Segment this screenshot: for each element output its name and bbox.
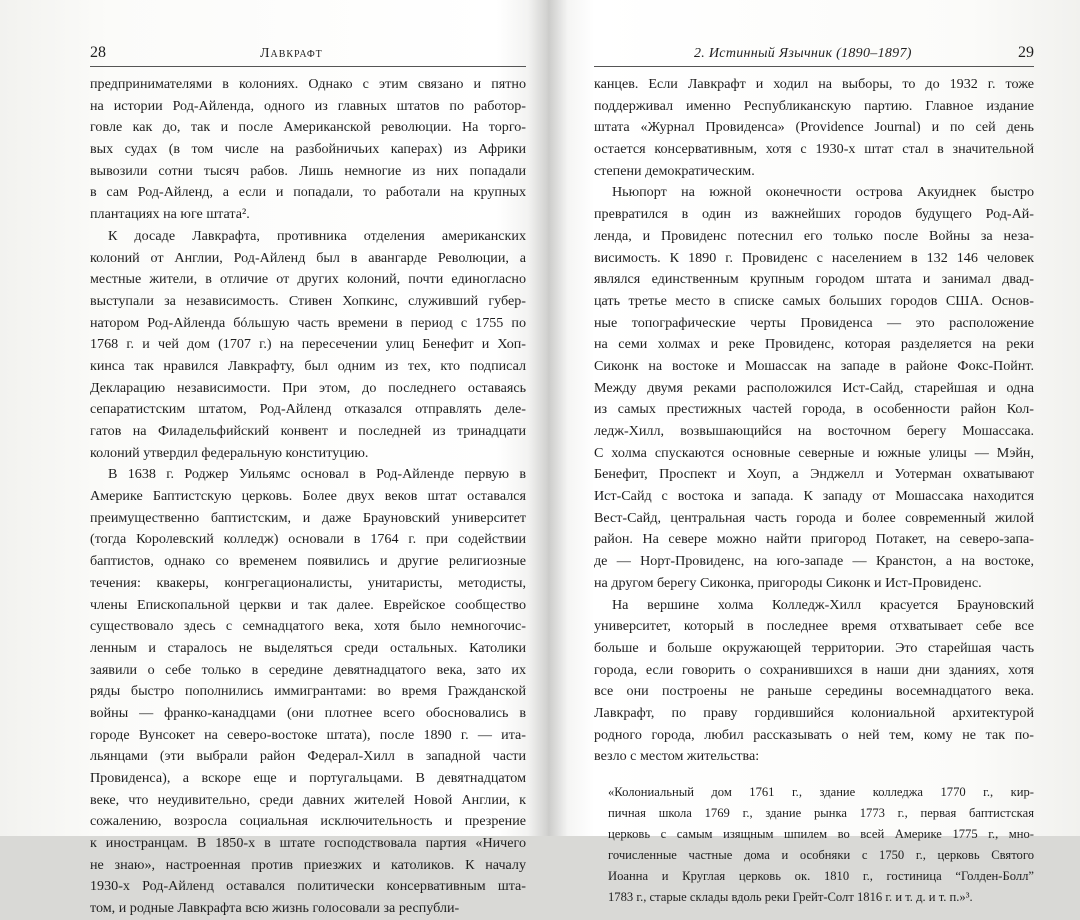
text-line: К досаде Лавкрафта, противника отделения американских	[108, 227, 526, 244]
text-line: поддерживал именно Республиканскую партию. Главное издание	[594, 97, 1034, 114]
text-line: больше и больше окружающей территории. Это старейшая часть	[594, 639, 1034, 656]
text-line: ряды быстро пополнились иммигрантами: во время Гражданской	[90, 683, 526, 700]
text-line: вывозили сотни тысяч рабов. Лишь немногие из них попадали	[90, 162, 526, 179]
text-line: говле как до, так и после Американской революции. На торго-	[90, 119, 526, 136]
text-line: Между двумя реками расположился Ист-Сайд, старейшая и одна	[594, 379, 1034, 396]
book-gutter-shadow	[528, 0, 568, 836]
text-line: Провиденса), а вскоре еще и португальцами. В девятнадцатом	[90, 770, 526, 786]
text-line: местные жители, в отличие от других колоний, почти единогласно	[90, 271, 526, 288]
text-line: Америке Баптистскую церковь. Более двух веков штат оставался	[90, 488, 526, 505]
text-line: де — Норт-Провиденс, на юго-западе — Кранстон, а на востоке,	[594, 553, 1034, 570]
text-line: степени демократическим.	[594, 162, 755, 179]
text-line: выступали за независимость. Стивен Хопкинс, служивший губер-	[90, 292, 526, 309]
quote-line: пичная школа 1769 г., здание рынка 1773 г., первая баптистская	[608, 806, 1034, 820]
text-line: не знаю», настроенная против приезжих и католиков. К началу	[90, 856, 526, 873]
text-line: университет, который в последнее время отхватывает себе все	[594, 618, 1034, 635]
text-line: висимость. К 1890 г. Провиденс с населением в 132 146 человек	[594, 249, 1034, 266]
page-number: 28	[90, 44, 106, 61]
text-line: везло с местом жительства:	[594, 748, 760, 765]
text-line: 1930-х Род-Айленд оставался политически консервативным шта-	[90, 878, 526, 895]
text-line: В 1638 г. Роджер Уильямс основал в Род-Айленде первую в	[108, 466, 526, 483]
text-line: На вершине холма Колледж-Хилл красуется Брауновский	[612, 596, 1034, 613]
text-line: район. На севере можно найти пригород Потакет, на северо-запа-	[594, 531, 1034, 548]
text-line: на семи холмах и реке Провиденс, которая разделяется на реки	[594, 336, 1034, 353]
text-line: баптистов, однако со временем появились и другие религиозные	[90, 553, 526, 570]
text-line: ледж-Хилл, возвышающийся на восточном берегу Мошассака.	[594, 423, 1034, 439]
running-title: 2. Истинный Язычник (1890–1897)	[694, 46, 912, 61]
quote-line: 1783 г., старые склады вдоль реки Грейт-Солт 1816 г. и т. д. и т. п.»³.	[608, 890, 973, 904]
text-line: все они построены не раньше середины восемнадцатого века.	[594, 683, 1034, 700]
text-line: цать третье место в списке самых больших городов США. Основ-	[594, 292, 1034, 309]
text-line: том, и родные Лавкрафта всю жизнь голосовали за республи-	[90, 900, 460, 917]
text-line: штата «Журнал Провиденса» (Providence Journal) и по сей день	[594, 119, 1034, 136]
quote-line: гочисленные частные дома и особняки с 1750 г., церковь Святого	[608, 848, 1034, 862]
text-line: Вест-Сайд, центральная часть города и более современный жилой	[594, 509, 1034, 526]
text-line: колоний от Англии, Род-Айленд был в авангарде Революции, а	[90, 249, 526, 266]
text-line: ные топографические черты Провиденса — это расположение	[594, 314, 1034, 331]
text-line: гатов на Филадельфийский конвент и последней из тринадцати	[90, 423, 526, 439]
text-line: Декларацию независимости. При этом, до последнего оставаясь	[90, 379, 526, 396]
text-line: канцев. Если Лавкрафт и ходил на выборы, то до 1932 г. тоже	[594, 76, 1034, 92]
text-line: преимущественно баптистским, и даже Брауновский университет	[90, 509, 526, 526]
text-line: превратился в один из важнейших городов будущего Род-Ай-	[594, 206, 1034, 223]
quote-line: «Колониальный дом 1761 г., здание колледжа 1770 г., кир-	[608, 785, 1034, 799]
text-line: вых судах (в том числе на разбойничьих каперах) из Африки	[90, 141, 526, 158]
text-line: из самых престижных частей города, в особенности район Кол-	[594, 401, 1034, 418]
text-line: ленным и старалось не выделяться среди остальных. Католики	[90, 639, 526, 656]
text-line: (тогда Королевский колледж) основали в 1764 г. при содействии	[90, 531, 526, 548]
right-running-head	[594, 0, 1034, 64]
block-quote	[594, 782, 1034, 908]
text-line: войны — франко-канадцами (они плотнее всего обосновались в	[90, 704, 526, 721]
text-line: льянцами (эти выбрали район Федерал-Хилл в западной части	[90, 748, 526, 765]
paragraph	[594, 182, 1034, 594]
text-line: ленда, и Провиденс потеснил его только после Войны за неза-	[594, 227, 1034, 244]
text-line: С холма спускаются основные северные и южные улицы — Мэйн,	[594, 444, 1034, 461]
text-line: сожалению, возросла социальная исключительность и презрение	[90, 813, 526, 830]
text-line: Ист-Сайд с востока и запада. К западу от Мошассака находится	[594, 488, 1034, 505]
text-line: родного города, любил рассказывать о ней тем, кому не так по-	[594, 726, 1034, 743]
running-title: Лавкрафт	[260, 46, 323, 61]
header-rule	[90, 66, 526, 67]
left-page-body	[90, 74, 526, 920]
text-line: на другом берегу Сиконка, пригороды Сиконк и Ист-Провиденс.	[594, 574, 982, 591]
text-line: 1768 г. и чей дом (1707 г.) на пересечении улиц Бенефит и Хоп-	[90, 336, 526, 353]
text-line: заявили о себе только в середине девятнадцатого века, зато их	[90, 661, 526, 678]
paragraph	[594, 595, 1034, 769]
text-line: предпринимателями в колониях. Однако с этим связано и пятно	[90, 76, 526, 92]
text-line: к иностранцам. В 1850-х в штате господствовала партия «Ничего	[90, 835, 526, 852]
paragraph	[90, 226, 526, 465]
page-number: 29	[1018, 44, 1034, 61]
left-running-head	[90, 0, 526, 64]
text-line: Бенефит, Проспект и Хоуп, а Энджелл и Уотерман охватывают	[594, 466, 1034, 483]
text-line: Сиконк на востоке и Мошассак на западе в районе Фокс-Пойнт.	[594, 357, 1034, 374]
paragraph	[90, 74, 526, 226]
quote-line: Иоанна и Круглая церковь ок. 1810 г., гостиница “Голден-Болл”	[608, 869, 1034, 883]
paragraph	[90, 464, 526, 919]
paragraph	[594, 74, 1034, 182]
text-line: в сам Род-Айленд, а если и попадали, то работали на крупных	[90, 184, 526, 201]
text-line: на истории Род-Айленда, одного из главных штатов по работор-	[90, 97, 526, 114]
text-line: натором Род-Айленда бóльшую часть времени в период с 1755 по	[90, 314, 526, 331]
header-rule	[594, 66, 1034, 67]
text-line: плантациях на юге штата².	[90, 206, 250, 223]
text-line: колоний утвердил федеральную конституцию.	[90, 444, 369, 461]
quote-line: церковь с самым изящным шпилем во всей Америке 1775 г., мно-	[608, 827, 1034, 841]
text-line: являлся единственным крупным городом штата и занимал двад-	[594, 271, 1034, 288]
text-line: веке, что неудивительно, среди давних жителей Новой Англии, к	[90, 791, 526, 808]
text-line: течения: квакеры, конгрегационалисты, унитаристы, методисты,	[90, 574, 526, 591]
text-line: члены Епископальной церкви и так далее. Еврейское сообщество	[90, 596, 526, 613]
text-line: городе Вунсокет на северо-востоке штата), после 1890 г. — ита-	[90, 726, 526, 743]
text-line: остается консервативным, хотя с 1930-х штат стал в значительной	[594, 141, 1034, 158]
text-line: кинса так нравился Лавкрафту, был одним из тех, кто подписал	[90, 357, 526, 374]
text-line: Ньюпорт на южной оконечности острова Акуиднек быстро	[612, 184, 1034, 201]
right-page	[594, 0, 1034, 904]
text-line: города, если говорить о сохранившихся в наши дни зданиях, хотя	[594, 661, 1034, 678]
left-page	[90, 0, 526, 917]
text-line: сепаратистским штатом, Род-Айленд отказался отправлять деле-	[90, 401, 526, 418]
text-line: Лавкрафт, по праву гордившийся колониальной архитектурой	[594, 704, 1034, 721]
right-page-body	[594, 74, 1034, 908]
text-line: существовало здесь с семнадцатого века, хотя было немногочис-	[90, 618, 526, 635]
